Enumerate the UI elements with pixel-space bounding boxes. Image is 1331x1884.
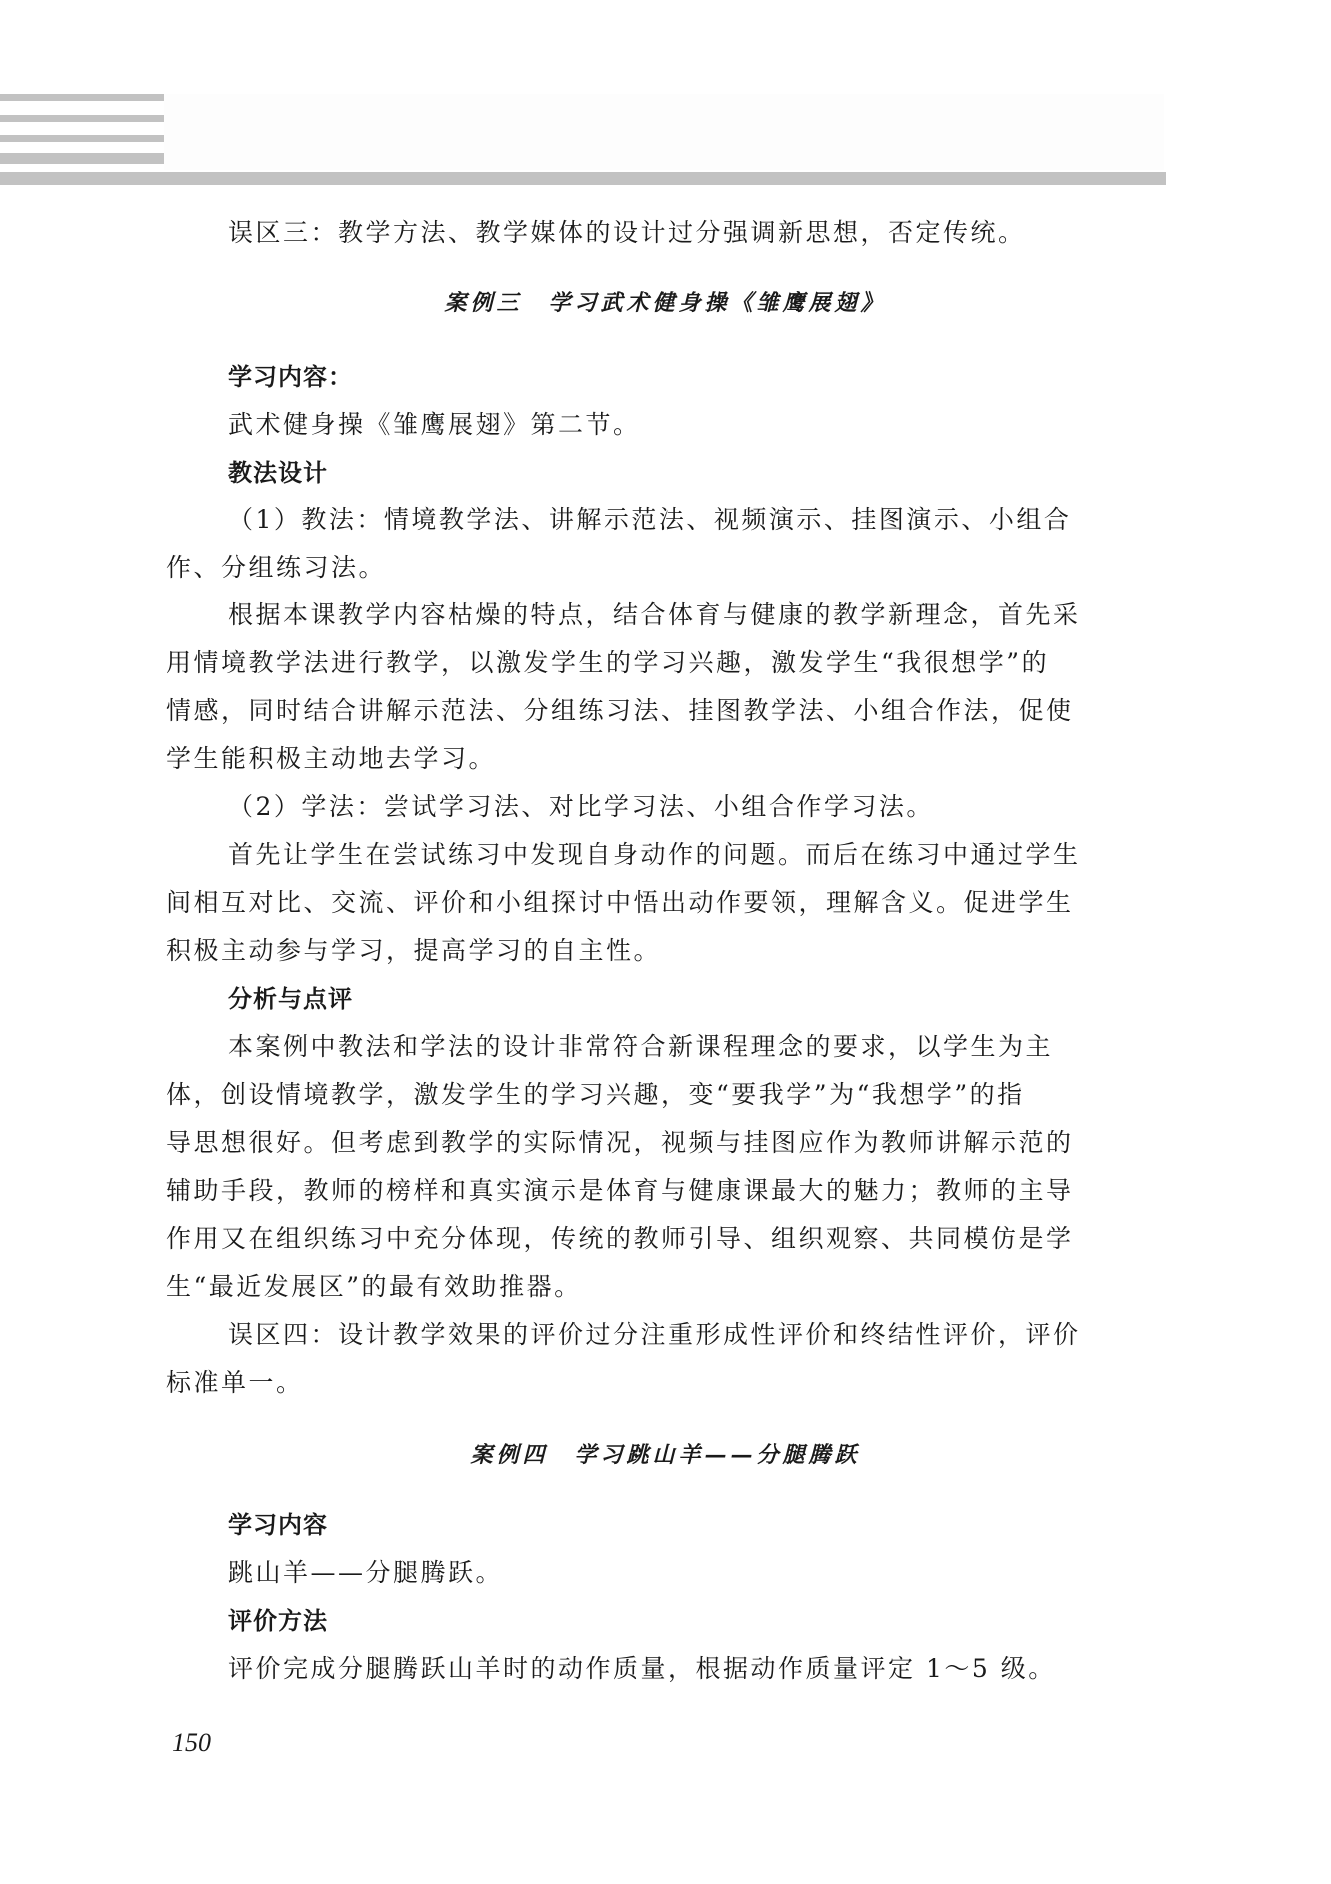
misconception-4: 误区四：设计教学效果的评价过分注重形成性评价和终结性评价，评价	[228, 1320, 1081, 1349]
header-stripe	[0, 153, 164, 164]
paragraph-line: 间相互对比、交流、评价和小组探讨中悟出动作要领，理解含义。促进学生	[166, 888, 1074, 917]
paragraph-line: 用情境教学法进行教学，以激发学生的学习兴趣，激发学生“我很想学”的	[166, 648, 1050, 677]
paragraph-line: 生“最近发展区”的最有效助推器。	[166, 1272, 582, 1301]
header-stripe	[0, 94, 164, 101]
case-3-content-heading: 学习内容：	[228, 363, 353, 391]
paragraph-line: 体，创设情境教学，激发学生的学习兴趣，变“要我学”为“我想学”的指	[166, 1080, 1025, 1109]
misconception-4-cont: 标准单一。	[166, 1368, 304, 1397]
case-3-content-text: 武术健身操《雏鹰展翅》第二节。	[228, 410, 641, 439]
misconception-3: 误区三：教学方法、教学媒体的设计过分强调新思想，否定传统。	[228, 218, 1026, 247]
header-rule	[0, 172, 1166, 185]
paragraph-line: 本案例中教法和学法的设计非常符合新课程理念的要求，以学生为主	[228, 1032, 1054, 1061]
case-4-content-heading: 学习内容	[228, 1511, 328, 1539]
page-number: 150	[172, 1728, 211, 1757]
paragraph-line: （1）教法：情境教学法、讲解示范法、视频演示、挂图演示、小组合	[228, 505, 1072, 534]
header-stripe	[0, 115, 164, 122]
case-4-title: 案例四 学习跳山羊——分腿腾跃	[470, 1442, 861, 1468]
paragraph-line: 作用又在组织练习中充分体现，传统的教师引导、组织观察、共同模仿是学	[166, 1224, 1074, 1253]
case-3-analysis-heading: 分析与点评	[228, 985, 353, 1013]
paragraph-line: 辅助手段，教师的榜样和真实演示是体育与健康课最大的魅力；教师的主导	[166, 1176, 1074, 1205]
paragraph-line: 积极主动参与学习，提高学习的自主性。	[166, 936, 662, 965]
case-4-eval-text: 评价完成分腿腾跃山羊时的动作质量，根据动作质量评定 1～5 级。	[228, 1654, 1056, 1683]
case-3-method-heading: 教法设计	[228, 459, 328, 487]
case-4-content-text: 跳山羊——分腿腾跃。	[228, 1558, 504, 1587]
header-stripe	[0, 135, 164, 142]
paragraph-line: 根据本课教学内容枯燥的特点，结合体育与健康的教学新理念，首先采	[228, 600, 1081, 629]
header-band	[164, 94, 1164, 170]
paragraph-line: 作、分组练习法。	[166, 553, 387, 582]
paragraph-line: 学生能积极主动地去学习。	[166, 744, 497, 773]
paragraph-line: 导思想很好。但考虑到教学的实际情况，视频与挂图应作为教师讲解示范的	[166, 1128, 1074, 1157]
paragraph-line: （2）学法：尝试学习法、对比学习法、小组合作学习法。	[228, 792, 934, 821]
paragraph-line: 情感，同时结合讲解示范法、分组练习法、挂图教学法、小组合作法，促使	[166, 696, 1074, 725]
case-3-title: 案例三 学习武术健身操《雏鹰展翅》	[444, 290, 887, 316]
paragraph-line: 首先让学生在尝试练习中发现自身动作的问题。而后在练习中通过学生	[228, 840, 1081, 869]
case-4-eval-heading: 评价方法	[228, 1607, 328, 1635]
